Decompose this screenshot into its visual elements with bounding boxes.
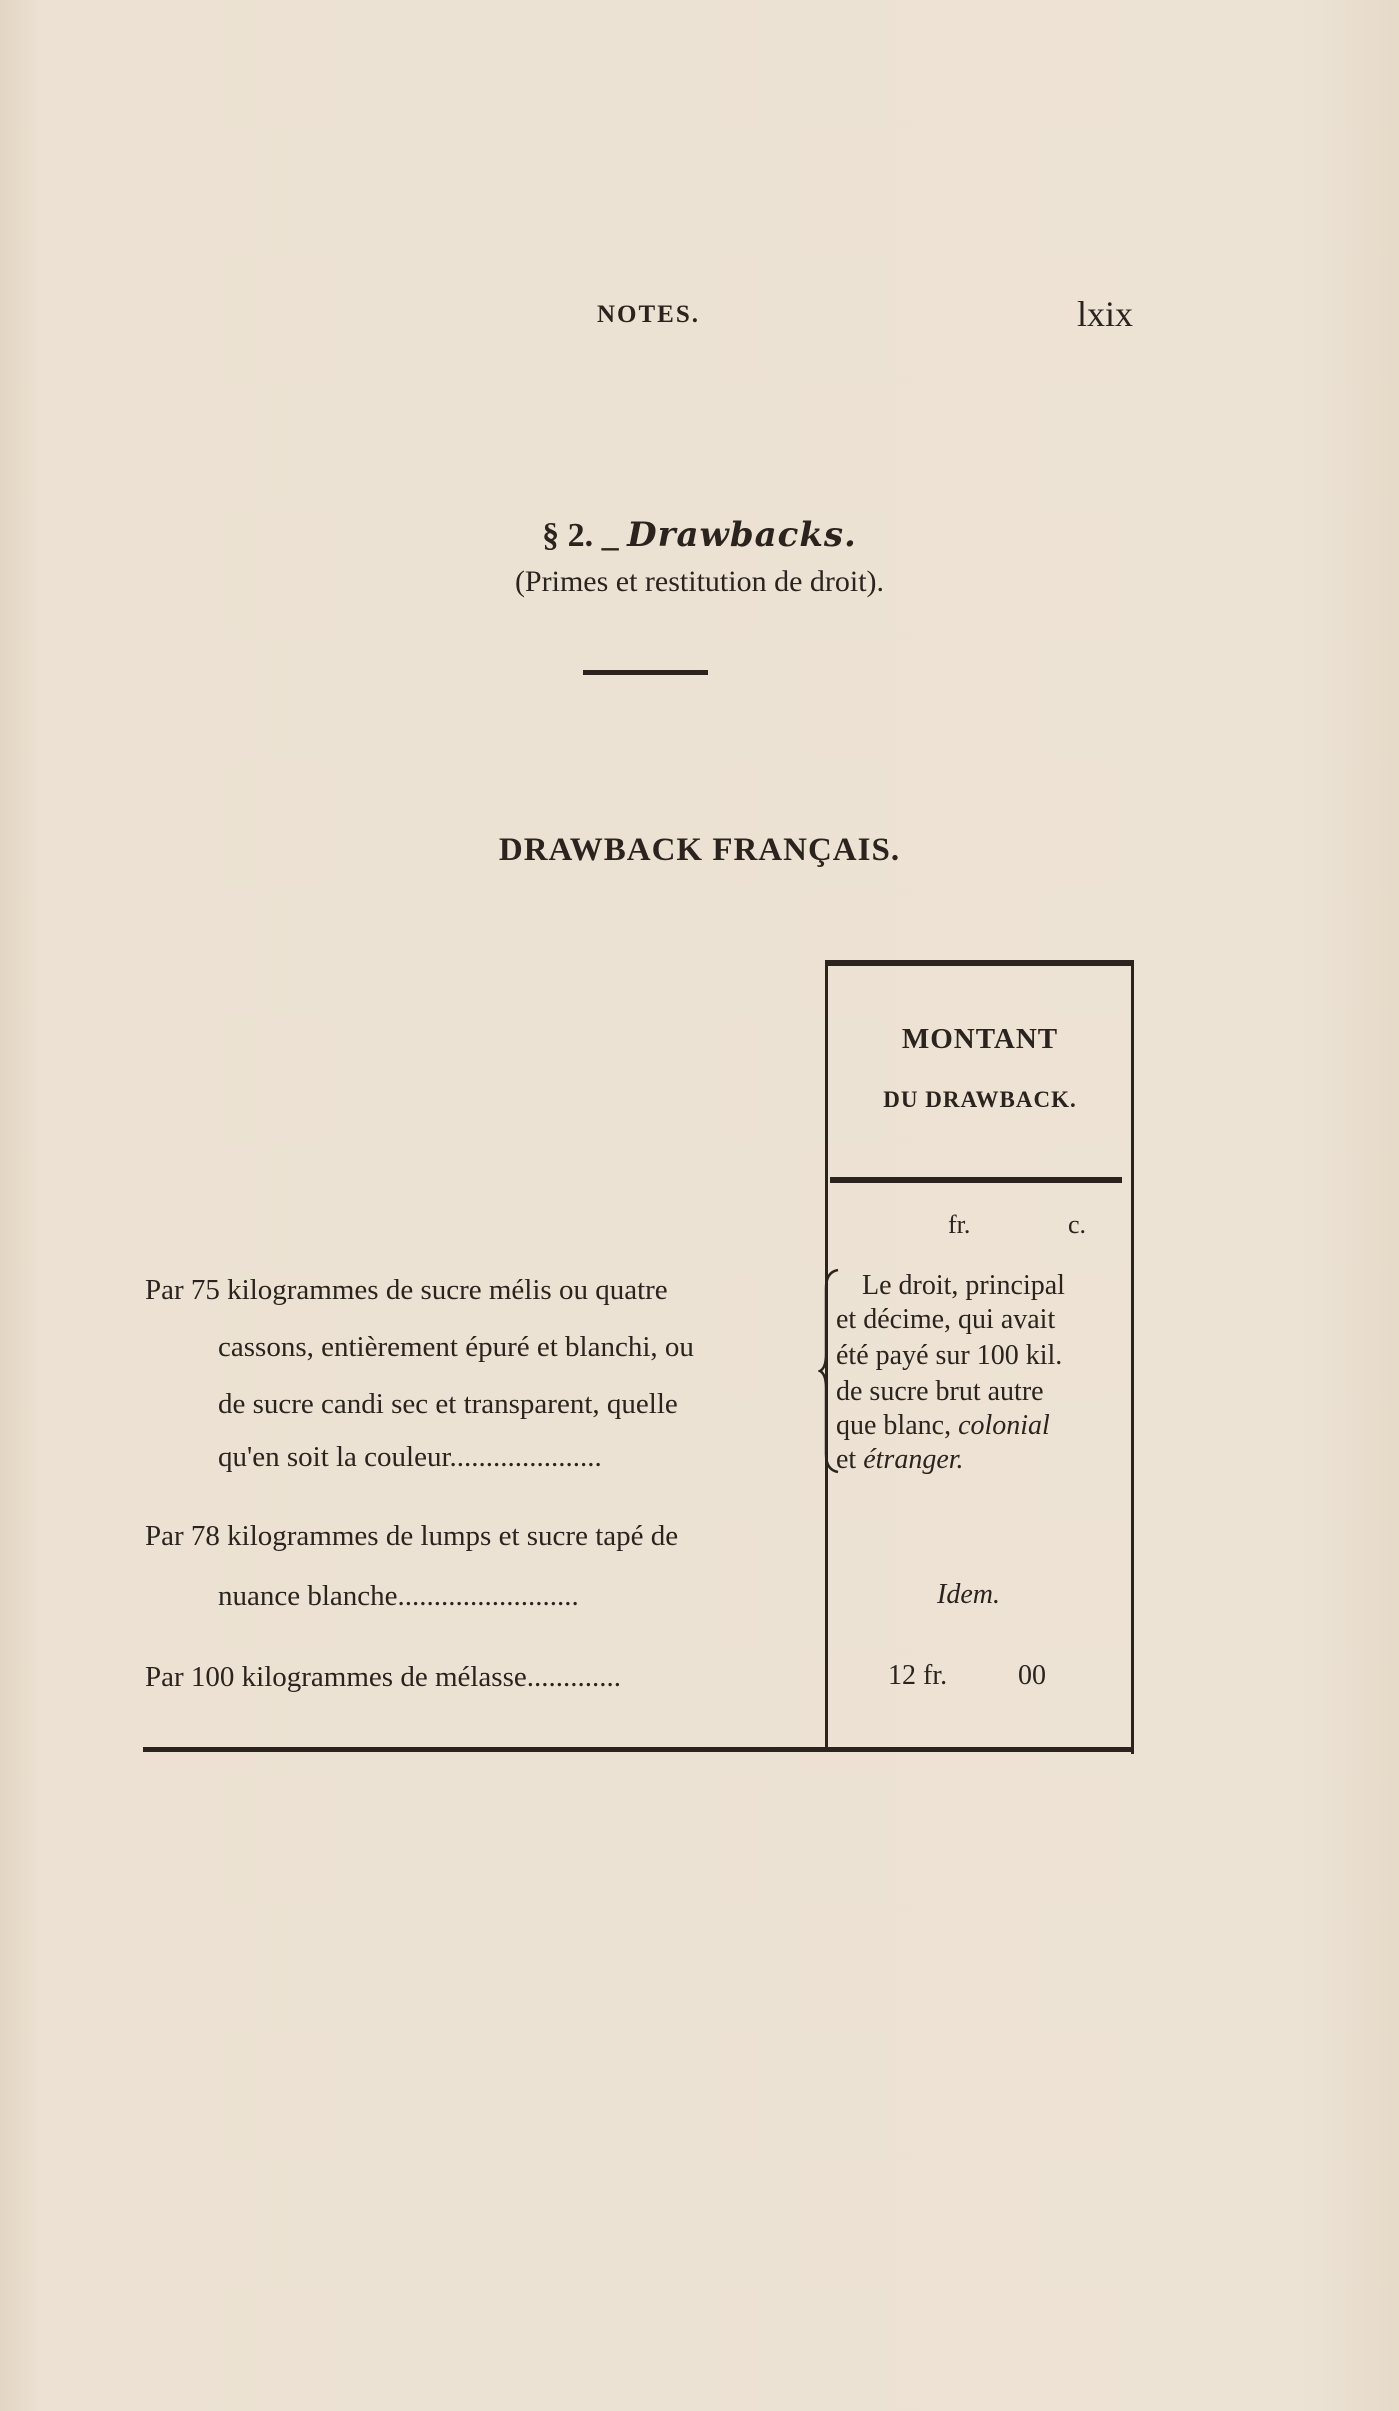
unit-francs: fr. xyxy=(948,1210,971,1239)
row1-desc-line2: cassons, entièrement épuré et blanchi, ou xyxy=(218,1331,694,1363)
table-bottom-rule xyxy=(143,1747,1134,1752)
section-rule xyxy=(583,670,708,675)
row1-desc-line1: Par 75 kilogrammes de sucre mélis ou quatre xyxy=(145,1274,668,1306)
running-head xyxy=(0,294,1399,337)
page-folio: lxix xyxy=(1077,294,1134,334)
row2-amount: Idem. xyxy=(937,1579,1000,1610)
row1-amount-line4: de sucre brut autre xyxy=(836,1376,1044,1407)
table-right-rule xyxy=(1131,960,1134,1754)
header-rule xyxy=(830,1177,1122,1183)
table-top-rule xyxy=(826,960,1134,966)
row1-amount-line3: été payé sur 100 kil. xyxy=(836,1340,1063,1371)
section-number: § 2. _ xyxy=(542,517,619,554)
row1-amount-line1: Le droit, principal xyxy=(862,1270,1065,1301)
amount-colonial: colonial xyxy=(958,1410,1050,1441)
section-name: Drawbacks. xyxy=(627,515,857,555)
row2-desc-line1: Par 78 kilogrammes de lumps et sucre tapé de xyxy=(145,1520,679,1552)
running-head-title: NOTES. xyxy=(597,301,701,328)
amount-et: et xyxy=(836,1444,857,1475)
row2-desc-line2: nuance blanche......................... xyxy=(218,1580,579,1612)
section-subtitle: (Primes et restitution de droit). xyxy=(514,565,885,598)
row3-amount-fr: 12 fr. xyxy=(888,1660,948,1691)
section-title xyxy=(0,515,1399,555)
column-header-line1: MONTANT xyxy=(901,1023,1059,1055)
row1-amount-line2: et décime, qui avait xyxy=(836,1304,1056,1335)
unit-centimes: c. xyxy=(1068,1210,1087,1239)
column-header-line2: DU DRAWBACK. xyxy=(883,1087,1077,1112)
row3-desc-line1: Par 100 kilogrammes de mélasse............. xyxy=(145,1661,621,1693)
amount-que-blanc: que blanc, xyxy=(836,1410,952,1441)
table-heading: DRAWBACK FRANÇAIS. xyxy=(498,832,901,868)
row1-desc-line4: qu'en soit la couleur..................... xyxy=(218,1441,602,1473)
amount-etranger: étranger. xyxy=(863,1444,964,1475)
row1-desc-line3: de sucre candi sec et transparent, quelle xyxy=(218,1388,678,1420)
row3-amount-c: 00 xyxy=(1018,1660,1046,1691)
row1-amount-line5 xyxy=(836,1410,1050,1442)
row1-amount-line6 xyxy=(836,1444,964,1476)
